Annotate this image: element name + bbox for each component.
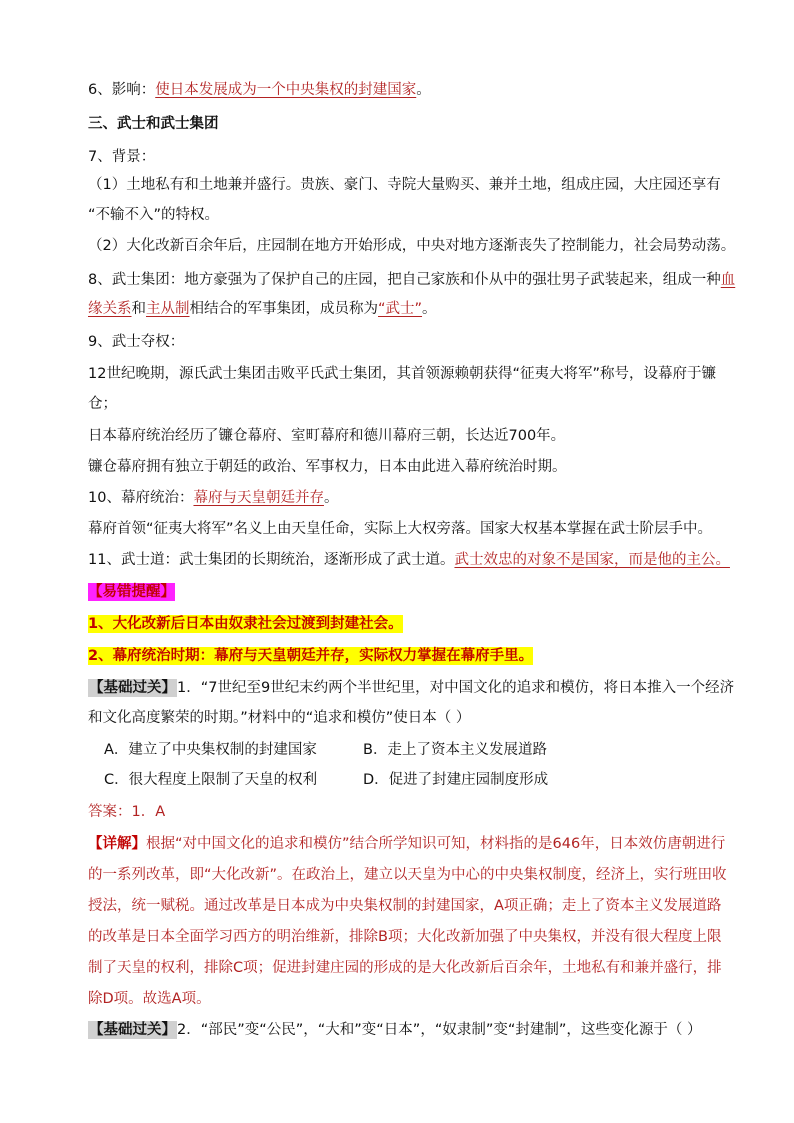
item8-line1-text: 8、武士集团：地方豪强为了保护自己的庄园，把自己家族和仆从中的强壮男子武装起来，组成一种 [88, 272, 721, 288]
section3-title: 三、武士和武士集团 [88, 116, 219, 132]
reminder-point1: 1、大化改新后日本由奴隶社会过渡到封建社会。 [88, 616, 403, 632]
item8-and: 和 [131, 301, 146, 317]
item9-line4: 镰仓幕府拥有独立于朝廷的政治、军事权力，日本由此进入幕府统治时期。 [88, 459, 567, 475]
q1-explain-line5: 制了天皇的权利，排除C项；促进封建庄园的形成的是大化改新后百余年，土地私有和兼并盛行，排 [88, 960, 722, 976]
item9-title: 9、武士夺权： [88, 334, 185, 350]
q1-explain-line3: 授法，统一赋税。通过改革是日本成为中央集权制的封建国家，A项正确；走上了资本主义发展道路 [88, 898, 722, 914]
q2-tag: 【基础过关】 [89, 1022, 176, 1038]
item7-p1-line2: “不输不入”的特权。 [88, 207, 220, 223]
item10-line2: 幕府首领“征夷大将军”名义上由天皇任命，实际上大权旁落。国家大权基本掌握在武士阶层手中。 [88, 521, 713, 537]
q1-tag: 【基础过关】 [89, 680, 176, 696]
item11-line [88, 550, 730, 570]
item10-suffix: 。 [323, 490, 339, 506]
item8-samurai: “武士” [378, 301, 423, 317]
reminder-point1-line [88, 614, 713, 634]
item9-line1: 12世纪晚期，源氏武士集团击败平氏武士集团，其首领源赖朝获得“征夷大将军”称号，设幕府于镰 [88, 366, 716, 382]
q1-option-c: C．很大程度上限制了天皇的权利 [104, 772, 318, 788]
item6-answer: 使日本发展成为一个中央集权的封建国家 [155, 82, 417, 98]
reminder-point2-line [88, 646, 713, 666]
item8-line2-end: 。 [422, 301, 437, 317]
item11-answer: 武士效忠的对象不是国家，而是他的主公。 [454, 552, 730, 568]
q2-stem-line [88, 1020, 713, 1040]
q1-option-a: A．建立了中央集权制的封建国家 [104, 742, 317, 758]
q1-explain-line1 [88, 834, 726, 854]
q1-option-b: B．走上了资本主义发展道路 [363, 742, 547, 758]
item8-line1-red: 血 [720, 272, 736, 288]
q1-option-d: D．促进了封建庄园制度形成 [363, 772, 549, 788]
reminder-tag-line [88, 582, 713, 602]
q1-explain-line1-text: 根据“对中国文化的追求和模仿”结合所学知识可知，材料指的是646年，日本效仿唐朝进行 [146, 836, 726, 852]
q1-explain-line6: 除D项。故选A项。 [88, 991, 211, 1007]
item8-line1 [88, 270, 736, 290]
item11-prefix: 11、武士道：武士集团的长期统治，逐渐形成了武士道。 [88, 552, 455, 568]
item10-line1 [88, 488, 713, 508]
item8-line2 [88, 299, 713, 319]
q1-answer: 答案：1．A [88, 804, 166, 820]
item10-answer: 幕府与天皇朝廷并存 [193, 490, 324, 506]
q1-stem-line1 [88, 678, 735, 698]
item7-p1-line1: （1）土地私有和土地兼并盛行。贵族、豪门、寺院大量购买、兼并土地，组成庄园，大庄园还享有 [88, 177, 721, 193]
item9-line2: 仓； [88, 396, 117, 412]
q1-stem-line1-text: 1．“7世纪至9世纪末约两个半世纪里，对中国文化的追求和模仿，将日本推入一个经济 [177, 680, 735, 696]
q1-explain-line4: 的改革是日本全面学习西方的明治维新，排除B项；大化改新加强了中央集权，并没有很大程度上限 [88, 929, 722, 945]
item8-blood-relation: 缘关系 [88, 301, 132, 317]
item9-line3: 日本幕府统治经历了镰仓幕府、室町幕府和德川幕府三朝，长达近700年。 [88, 428, 566, 444]
item6-line [88, 80, 713, 100]
item6-suffix: 。 [416, 82, 431, 98]
item7-p2: （2）大化改新百余年后，庄园制在地方开始形成，中央对地方逐渐丧失了控制能力，社会局势动荡。 [88, 238, 736, 254]
q1-explain-line2: 的一系列改革，即“大化改新”。在政治上，建立以天皇为中心的中央集权制度，经济上，实行班田收 [88, 867, 727, 883]
q1-explain-tag: 【详解】 [88, 836, 146, 852]
item8-line2-text: 相结合的军事集团，成员称为 [189, 301, 378, 317]
item6-prefix: 6、影响： [88, 82, 156, 98]
item7-title: 7、背景： [88, 149, 156, 165]
q2-stem: 2．“部民”变“公民”，“大和”变“日本”，“奴隶制”变“封建制”，这些变化源于（ ） [177, 1022, 702, 1038]
item10-prefix: 10、幕府统治： [88, 490, 194, 506]
reminder-tag: 【易错提醒】 [88, 584, 175, 600]
q1-stem-line2: 和文化高度繁荣的时期。”材料中的“追求和模仿”使日本（ ） [88, 710, 471, 726]
item8-master-servant: 主从制 [146, 301, 190, 317]
reminder-point2: 2、幕府统治时期：幕府与天皇朝廷并存，实际权力掌握在幕府手里。 [88, 648, 534, 664]
